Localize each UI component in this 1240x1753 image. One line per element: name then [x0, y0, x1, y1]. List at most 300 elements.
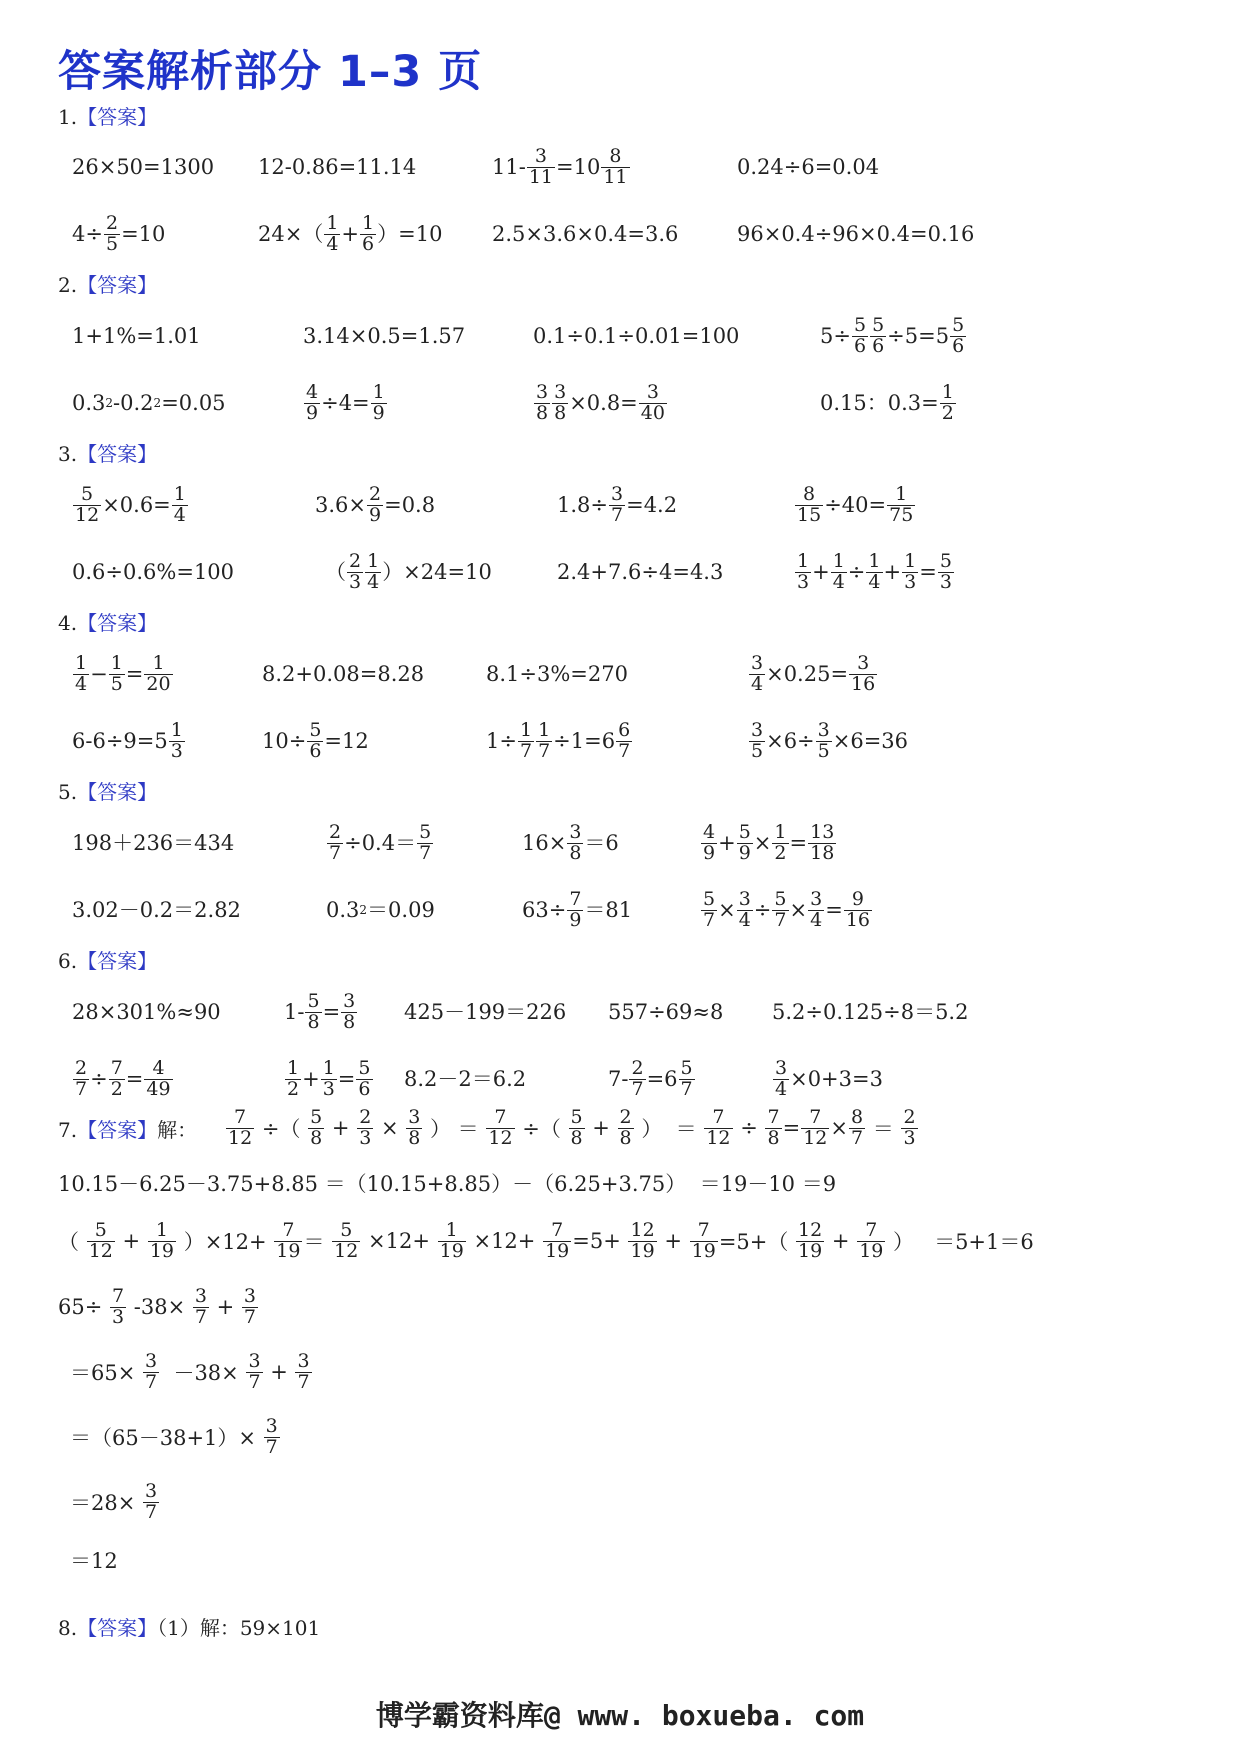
expr-text: =5+（ — [718, 1230, 796, 1254]
expr-text: ＝0.09 — [367, 897, 435, 922]
answer-row — [0, 880, 1240, 940]
expr-text: =10 — [121, 221, 166, 246]
numerator: 8 — [803, 482, 816, 505]
numerator: 7 — [234, 1105, 247, 1128]
fraction — [295, 1349, 311, 1393]
denominator: 9 — [703, 841, 716, 864]
solution-line — [70, 1407, 281, 1467]
expr-text: + — [812, 559, 830, 584]
denominator: 7 — [611, 503, 624, 526]
denominator: 4 — [173, 503, 186, 526]
answer-expression — [303, 306, 465, 366]
numerator: 7 — [865, 1218, 878, 1241]
expr-text: ÷ — [733, 1116, 765, 1140]
numerator: 12 — [798, 1218, 823, 1241]
expr-text: 96×0.4÷96×0.4=0.16 — [737, 221, 975, 246]
denominator: 8 — [569, 841, 582, 864]
denominator: 8 — [619, 1126, 632, 1149]
fraction — [765, 1105, 781, 1149]
answer-row — [0, 204, 1240, 264]
denominator: 49 — [146, 1077, 171, 1100]
answer-expression — [772, 982, 968, 1042]
expr-text: 1÷ — [486, 728, 517, 753]
numerator: 3 — [536, 380, 549, 403]
section-number: 7. — [58, 1118, 78, 1142]
numerator: 3 — [243, 1284, 256, 1307]
expr-text: = — [825, 897, 843, 922]
numerator: 3 — [408, 1105, 421, 1128]
fraction — [870, 313, 886, 357]
fraction — [321, 1056, 337, 1100]
fraction — [518, 718, 534, 762]
fraction — [144, 651, 172, 695]
fraction — [816, 718, 832, 762]
fraction — [616, 718, 632, 762]
denominator: 4 — [810, 908, 823, 931]
denominator: 5 — [105, 232, 119, 255]
fraction — [796, 1218, 824, 1262]
expr-text: 63÷ — [522, 897, 567, 922]
numerator: 3 — [145, 1479, 158, 1502]
answer-row — [0, 711, 1240, 771]
answer-expression — [258, 204, 442, 264]
fraction — [73, 651, 89, 695]
section-header — [58, 607, 157, 636]
section-number: 4. — [58, 611, 78, 635]
fraction — [360, 211, 376, 255]
solution-line — [58, 1153, 836, 1213]
denominator: 8 — [408, 1126, 421, 1149]
expr-text: ×0.25= — [766, 661, 849, 686]
expr-text: 3.14×0.5=1.57 — [303, 323, 466, 348]
denominator: 6 — [309, 739, 322, 762]
numerator: 3 — [343, 989, 356, 1012]
solution-line — [58, 1211, 1034, 1271]
section-header — [58, 945, 157, 974]
numerator: 3 — [297, 1349, 310, 1372]
numerator: 7 — [112, 1284, 125, 1307]
answer-expression — [700, 880, 873, 940]
answer-expression — [608, 982, 723, 1042]
expr-text: ×0+3=3 — [790, 1066, 883, 1091]
denominator: 7 — [680, 1077, 693, 1100]
fraction — [772, 887, 788, 931]
numerator: 3 — [646, 380, 659, 403]
expr-text: 28×301%≈90 — [72, 999, 221, 1024]
fraction — [737, 820, 753, 864]
fraction — [486, 1105, 514, 1149]
fraction — [274, 1218, 302, 1262]
answer-expression — [557, 475, 677, 535]
denominator: 16 — [851, 672, 876, 695]
expr-text: ÷40= — [824, 492, 887, 517]
denominator: 12 — [88, 1239, 113, 1262]
answer-expression — [326, 880, 435, 940]
expr-text: ＝ — [303, 1230, 332, 1254]
numerator: 12 — [630, 1218, 655, 1241]
fraction — [831, 549, 847, 593]
numerator: 3 — [534, 144, 547, 167]
solution-line — [70, 1342, 313, 1402]
answer-tag: 【答案】 — [77, 105, 158, 129]
answer-expression — [72, 204, 165, 264]
answer-expression — [557, 542, 723, 602]
denominator: 3 — [939, 570, 952, 593]
numerator: 1 — [519, 718, 533, 741]
numerator: 1 — [538, 718, 551, 741]
answer-row — [0, 373, 1240, 433]
exponent: 2 — [153, 396, 162, 410]
numerator: 9 — [851, 887, 864, 910]
solution-line — [225, 1098, 919, 1158]
fraction — [567, 887, 583, 931]
denominator: 19 — [276, 1239, 301, 1262]
fraction — [749, 718, 765, 762]
denominator: 2 — [941, 401, 954, 424]
denominator: 12 — [706, 1126, 731, 1149]
answer-expression — [326, 813, 434, 873]
numerator: 3 — [248, 1349, 261, 1372]
section-header — [58, 1612, 320, 1641]
expr-text: 5.2÷0.125÷8＝5.2 — [772, 999, 969, 1024]
fraction — [87, 1218, 115, 1262]
numerator: 1 — [367, 549, 380, 572]
fraction — [569, 1105, 585, 1149]
numerator: 7 — [712, 1105, 725, 1128]
expr-text: ×12+ — [361, 1229, 437, 1253]
fraction — [169, 718, 185, 762]
numerator: 5 — [310, 1105, 323, 1128]
expr-text: + — [341, 221, 360, 246]
expr-text: 0.3 — [72, 390, 106, 415]
section-number: 5. — [58, 780, 78, 804]
fraction — [527, 144, 555, 188]
solution-line — [70, 1472, 160, 1532]
exponent: 2 — [105, 396, 114, 410]
numerator: 1 — [152, 651, 165, 674]
answer-expression — [72, 1049, 174, 1109]
fraction — [795, 482, 823, 526]
expr-text: （ — [58, 1230, 86, 1254]
fraction — [327, 820, 343, 864]
numerator: 3 — [554, 380, 567, 403]
numerator: 5 — [774, 887, 787, 910]
numerator: 2 — [105, 211, 119, 234]
expr-text: 1.8÷ — [557, 492, 608, 517]
denominator: 4 — [868, 570, 881, 593]
denominator: 7 — [248, 1370, 261, 1393]
expr-text: + — [325, 1116, 357, 1140]
denominator: 9 — [372, 401, 385, 424]
expr-text: + — [883, 559, 902, 584]
answer-expression — [258, 137, 416, 197]
numerator: 1 — [75, 651, 88, 674]
denominator: 8 — [343, 1010, 356, 1033]
answer-tag: 【答案】 — [77, 1118, 158, 1142]
denominator: 8 — [310, 1126, 323, 1149]
numerator: 5 — [570, 1105, 583, 1128]
answer-expression — [72, 711, 186, 771]
answer-expression — [700, 813, 837, 873]
denominator: 11 — [528, 165, 554, 188]
answer-expression — [794, 542, 955, 602]
expr-text: 11- — [492, 154, 526, 179]
fraction — [543, 1218, 571, 1262]
denominator: 2 — [110, 1077, 123, 1100]
numerator: 8 — [609, 144, 622, 167]
numerator: 3 — [817, 718, 830, 741]
expr-text: = — [782, 1116, 801, 1140]
expr-text: 0.1÷0.1÷0.01=100 — [533, 323, 740, 348]
expr-text: 5÷ — [820, 323, 851, 348]
answer-row — [0, 137, 1240, 197]
expr-text: 3.02－0.2＝2.82 — [72, 897, 241, 922]
expr-text: =0.05 — [161, 390, 226, 415]
numerator: 1 — [895, 482, 908, 505]
expr-text: = — [322, 999, 341, 1024]
fraction — [773, 1056, 789, 1100]
numerator: 5 — [939, 549, 952, 572]
numerator: 5 — [952, 313, 965, 336]
expr-text: 1+1%=1.01 — [72, 323, 201, 348]
answer-expression — [72, 475, 189, 535]
expr-text: 2.4+7.6÷4=4.3 — [557, 559, 724, 584]
numerator: 5 — [872, 313, 885, 336]
fraction — [536, 718, 552, 762]
denominator: 4 — [738, 908, 751, 931]
numerator: 1 — [322, 1056, 335, 1079]
expr-text: − — [90, 661, 108, 686]
fraction — [193, 1284, 209, 1328]
section-number: 3. — [58, 442, 78, 466]
answer-row — [0, 475, 1240, 535]
fraction — [534, 380, 550, 424]
numerator: 3 — [145, 1349, 158, 1372]
fraction — [887, 482, 915, 526]
fraction — [601, 144, 629, 188]
answer-expression — [820, 373, 957, 433]
expr-text: ）×12+ — [177, 1230, 274, 1254]
fraction — [73, 482, 101, 526]
section-number: 8. — [58, 1616, 78, 1640]
numerator: 5 — [94, 1218, 107, 1241]
fraction — [144, 1056, 172, 1100]
denominator: 20 — [146, 672, 171, 695]
answer-expression — [72, 306, 201, 366]
numerator: 3 — [751, 651, 764, 674]
fraction — [857, 1218, 885, 1262]
numerator: 3 — [611, 482, 624, 505]
fraction — [737, 887, 753, 931]
section-number: 1. — [58, 105, 78, 129]
numerator: 7 — [767, 1105, 780, 1128]
denominator: 7 — [145, 1500, 158, 1523]
numerator: 1 — [155, 1218, 168, 1241]
answer-expression — [72, 982, 221, 1042]
answer-row — [0, 306, 1240, 366]
numerator: 7 — [494, 1105, 507, 1128]
answer-expression — [533, 373, 668, 433]
fraction — [629, 1056, 645, 1100]
expr-text: × — [718, 897, 736, 922]
numerator: 5 — [307, 989, 320, 1012]
numerator: 4 — [703, 820, 716, 843]
expr-text: 65÷ — [58, 1295, 109, 1319]
answer-tag: 【答案】 — [77, 780, 158, 804]
expr-text: 198＋236＝434 — [72, 830, 235, 855]
answer-expression — [522, 880, 632, 940]
answer-expression — [72, 880, 241, 940]
denominator: 12 — [803, 1126, 828, 1149]
answer-expression — [737, 204, 974, 264]
fraction — [844, 887, 872, 931]
numerator: 5 — [680, 1056, 693, 1079]
numerator: 2 — [329, 820, 342, 843]
numerator: 1 — [797, 549, 810, 572]
expr-text: ÷5=5 — [887, 323, 950, 348]
answer-tag: 【答案】 — [77, 1616, 158, 1640]
denominator: 12 — [334, 1239, 359, 1262]
answer-expression — [303, 373, 388, 433]
expr-text: = — [125, 1066, 144, 1091]
numerator: 1 — [287, 1056, 300, 1079]
numerator: 3 — [569, 820, 582, 843]
fraction — [808, 887, 824, 931]
denominator: 19 — [545, 1239, 570, 1262]
numerator: 1 — [868, 549, 881, 572]
expr-text: -0.2 — [113, 390, 154, 415]
expr-text: 4÷ — [72, 221, 103, 246]
numerator: 1 — [170, 718, 183, 741]
numerator: 7 — [282, 1218, 295, 1241]
fraction — [148, 1218, 176, 1262]
expr-text: 26×50=1300 — [72, 154, 215, 179]
denominator: 9 — [569, 908, 582, 931]
fraction — [305, 989, 321, 1033]
expr-text: 24×（ — [258, 221, 324, 246]
denominator: 7 — [703, 908, 716, 931]
denominator: 12 — [228, 1126, 253, 1149]
answer-expression — [820, 306, 967, 366]
numerator: 2 — [369, 482, 382, 505]
fraction — [795, 549, 811, 593]
numerator: 2 — [619, 1105, 632, 1128]
denominator: 7 — [243, 1305, 256, 1328]
fraction — [109, 651, 125, 695]
fraction — [417, 820, 433, 864]
denominator: 8 — [536, 401, 549, 424]
fraction — [324, 211, 340, 255]
expr-text: ＝28× — [70, 1491, 142, 1515]
fraction — [749, 651, 765, 695]
expr-text: ＝81 — [584, 897, 633, 922]
numerator: 1 — [326, 211, 339, 234]
answer-expression — [748, 644, 878, 704]
denominator: 5 — [110, 672, 123, 695]
answer-row — [0, 542, 1240, 602]
numerator: 3 — [857, 651, 870, 674]
numerator: 1 — [941, 380, 954, 403]
expr-text: 0.3 — [326, 897, 360, 922]
exponent: 2 — [359, 903, 368, 917]
fraction — [365, 549, 381, 593]
fraction — [950, 313, 966, 357]
fraction — [902, 549, 918, 593]
expr-text: ＝ — [866, 1117, 901, 1141]
numerator: 4 — [306, 380, 319, 403]
numerator: 13 — [810, 820, 835, 843]
denominator: 4 — [326, 232, 339, 255]
denominator: 7 — [538, 739, 551, 762]
fraction — [901, 1105, 917, 1149]
denominator: 8 — [554, 401, 567, 424]
expr-text: ）=10 — [377, 221, 443, 246]
section-after-text: 解： — [157, 1118, 198, 1142]
denominator: 2 — [774, 841, 787, 864]
answer-expression — [262, 644, 424, 704]
expr-text: 8.1÷3%=270 — [486, 661, 628, 686]
expr-text: + — [825, 1229, 857, 1253]
denominator: 16 — [845, 908, 870, 931]
numerator: 1 — [362, 211, 375, 234]
expr-text: =6 — [646, 1066, 678, 1091]
answer-expression — [492, 204, 678, 264]
expr-text: 0.24÷6=0.04 — [737, 154, 880, 179]
fraction — [264, 1414, 280, 1458]
denominator: 3 — [904, 570, 917, 593]
answer-expression — [404, 982, 566, 1042]
expr-text: ＝6 — [584, 830, 619, 855]
expr-text: 8.2－2＝6.2 — [404, 1066, 527, 1091]
expr-text: 8.2+0.08=8.28 — [262, 661, 425, 686]
numerator: 1 — [904, 549, 917, 572]
denominator: 6 — [872, 334, 885, 357]
numerator: 7 — [110, 1056, 123, 1079]
answer-expression — [486, 711, 633, 771]
denominator: 19 — [859, 1239, 884, 1262]
denominator: 7 — [145, 1370, 158, 1393]
numerator: 2 — [631, 1056, 644, 1079]
denominator: 3 — [170, 739, 183, 762]
fraction — [438, 1218, 466, 1262]
expr-text: 12-0.86=11.14 — [258, 154, 417, 179]
denominator: 7 — [75, 1077, 88, 1100]
denominator: 5 — [751, 739, 764, 762]
fraction — [246, 1349, 262, 1393]
expr-text: ÷ — [90, 1066, 108, 1091]
numerator: 3 — [751, 718, 764, 741]
denominator: 6 — [358, 1077, 371, 1100]
fraction — [701, 887, 717, 931]
fraction — [628, 1218, 656, 1262]
fraction — [226, 1105, 254, 1149]
expr-text: 557÷69≈8 — [608, 999, 724, 1024]
numerator: 3 — [194, 1284, 207, 1307]
expr-text: 10.15－6.25－3.75+8.85 ＝（10.15+8.85）－（6.25+3.75） ＝19－10 ＝9 — [58, 1172, 837, 1196]
expr-text: 6-6÷9=5 — [72, 728, 168, 753]
answer-tag: 【答案】 — [77, 273, 158, 297]
fraction — [679, 1056, 695, 1100]
numerator: 3 — [810, 887, 823, 910]
numerator: 7 — [809, 1105, 822, 1128]
denominator: 4 — [751, 672, 764, 695]
numerator: 4 — [152, 1056, 165, 1079]
denominator: 7 — [850, 1126, 864, 1149]
section-header — [58, 101, 157, 130]
expr-text: 10÷ — [262, 728, 307, 753]
numerator: 5 — [358, 1056, 371, 1079]
expr-text: ＝12 — [70, 1549, 118, 1573]
